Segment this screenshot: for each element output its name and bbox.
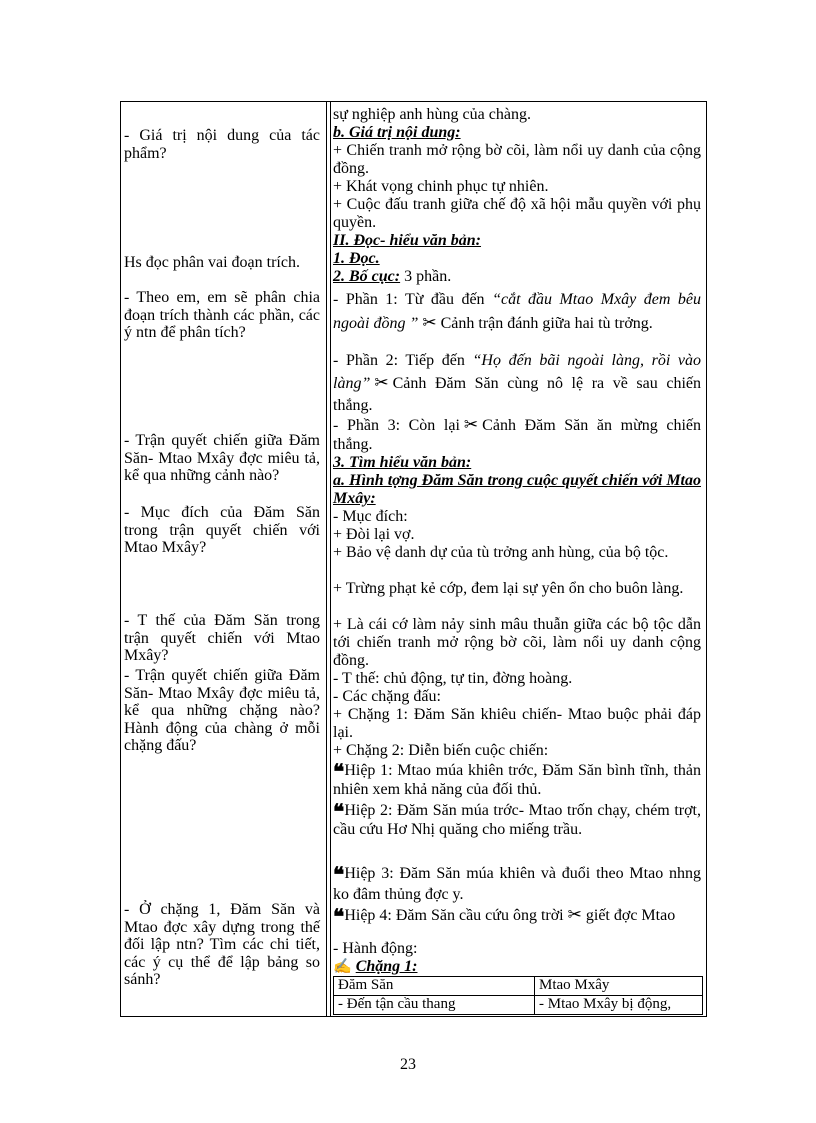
answer-line: - Các chặng đấu: — [333, 688, 441, 705]
part-1-desc: Cảnh trận đánh giữa hai tù trởng. — [440, 315, 653, 332]
answer-line: - Hành động: — [333, 940, 418, 957]
part-3-lead: - Phần 3: Còn lại — [333, 417, 460, 434]
question-structure: - Theo em, em sẽ phân chia đoạn trích thành các phần, các ý ntn để phân tích? — [124, 289, 320, 341]
round-4 — [333, 905, 701, 929]
answer-line: + Chiến tranh mở rộng bờ cõi, làm nổi uy danh của cộng đồng. — [333, 142, 701, 177]
answer-line: - T thế: chủ động, tự tin, đờng hoàng. — [333, 670, 573, 687]
column-divider — [326, 101, 331, 1017]
answer-line: - Mục đích: — [333, 508, 408, 525]
scissors-icon: ✂ — [567, 905, 582, 924]
quote-icon: ❝ — [333, 905, 345, 929]
quote-icon: ❝ — [333, 800, 345, 824]
part-1 — [333, 288, 701, 335]
table-row — [334, 977, 703, 996]
answer-line: + Trừng phạt kẻ cớp, đem lại sự yên ổn cho buôn làng. — [333, 580, 684, 597]
question-purpose: - Mục đích của Đăm Săn trong trận quyết chiến với Mtao Mxây? — [124, 504, 320, 556]
table-cell: - Đến tận cầu thang — [334, 996, 535, 1015]
part-2-lead: - Phần 2: Tiếp đến — [333, 352, 473, 369]
answer-line: + Chặng 1: Đăm Săn khiêu chiến- Mtao buộc phải đáp lại. — [333, 706, 701, 741]
part-2-quote: “Họ đến bãi ngoài làng, rồi vào làng” — [333, 352, 702, 392]
quote-icon: ❝ — [333, 863, 345, 887]
answer-line: sự nghiệp anh hùng của chàng. — [333, 106, 531, 123]
answer-line: + Khát vọng chinh phục tự nhiên. — [333, 178, 549, 195]
round-1-text: Hiệp 1: Mtao múa khiên trớc, Đăm Săn bình tĩnh, thản nhiên xem khả năng của đối thủ. — [333, 762, 701, 798]
table-row — [334, 996, 703, 1015]
stage-1-label: Chặng 1: — [355, 958, 418, 975]
round-1 — [333, 761, 701, 799]
table-cell: - Mtao Mxây bị động, — [535, 996, 703, 1015]
question-stage1-contrast: - Ở chặng 1, Đăm Săn và Mtao đợc xây dựng trong thế đối lập ntn? Tìm các chi tiết, các ý cụ thể để lập bảng so sánh? — [124, 901, 320, 988]
answer-line: + Là cái cớ làm nảy sinh mâu thuẫn giữa các bộ tộc dẫn tới chiến tranh mở rộng bờ cõi, làm nổi uy danh cộng đồng. — [333, 616, 701, 669]
section-heading-a: a. Hình tợng Đăm Săn trong cuộc quyết chiến với Mtao Mxây: — [333, 472, 701, 507]
scissors-icon: ✂ — [463, 415, 479, 434]
round-3 — [333, 863, 701, 905]
part-2 — [333, 350, 701, 417]
question-posture: - T thế của Đăm Săn trong trận quyết chiến với Mtao Mxây? — [124, 612, 320, 664]
table-header-damsan: Đăm Săn — [334, 977, 535, 996]
round-2-text: Hiệp 2: Đăm Săn múa trớc- Mtao trốn chạy, chém trợt, cầu cứu Hơ Nhị quăng cho miếng trầu. — [333, 802, 701, 838]
comparison-table — [333, 976, 703, 1015]
section-heading-II: II. Đọc- hiểu văn bản: — [333, 232, 482, 249]
answer-line: + Chặng 2: Diễn biến cuộc chiến: — [333, 742, 549, 759]
part-1-quote: “cắt đầu Mtao Mxây đem bêu ngoài đồng ” — [333, 291, 701, 332]
part-2-desc: Cảnh Đăm Săn cùng nô lệ ra về sau chiến thắng. — [333, 375, 701, 414]
question-stages: - Trận quyết chiến giữa Đăm Săn- Mtao Mxây đợc miêu tả, kể qua những chặng nào? Hành động của chàng ở mỗi chặng đấu? — [124, 667, 320, 754]
round-2 — [333, 801, 701, 839]
section-heading-3: 3. Tìm hiểu văn bản: — [333, 454, 472, 471]
question-battle-scenes: - Trận quyết chiến giữa Đăm Săn- Mtao Mxây đợc miêu tả, kể qua những cảnh nào? — [124, 432, 320, 484]
structure-line — [333, 268, 701, 286]
answer-line: + Đòi lại vợ. — [333, 526, 415, 543]
question-read-roles: Hs đọc phân vai đoạn trích. — [124, 254, 300, 271]
scissors-icon: ✂ — [374, 373, 389, 392]
section-heading-2: 2. Bố cục: — [333, 268, 401, 285]
stage-1-heading — [333, 958, 701, 976]
answer-line: + Cuộc đấu tranh giữa chế độ xã hội mẫu quyền với phụ quyền. — [333, 196, 701, 231]
part-3 — [333, 415, 701, 454]
pen-icon: ✍ — [333, 959, 352, 975]
scissors-icon: ✂ — [422, 313, 437, 332]
page-number: 23 — [400, 1056, 416, 1073]
round-4-text: Hiệp 4: Đăm Săn cầu cứu ông trời — [344, 907, 564, 924]
round-4-result: giết đợc Mtao — [585, 907, 676, 924]
part-3-desc: Cảnh Đăm Săn ăn mừng chiến thắng. — [333, 417, 702, 453]
question-content-value: - Giá trị nội dung của tác phẩm? — [124, 127, 320, 162]
round-3-text: Hiệp 3: Đăm Săn múa khiên và đuổi theo Mtao nhng ko đâm thủng đợc y. — [333, 865, 701, 903]
quote-icon: ❝ — [333, 760, 345, 784]
structure-count: 3 phần. — [400, 268, 452, 285]
part-1-lead: - Phần 1: Từ đầu đến — [333, 291, 493, 308]
section-heading-b: b. Giá trị nội dung: — [333, 124, 461, 141]
table-header-mtao: Mtao Mxây — [535, 977, 703, 996]
answer-line: + Bảo vệ danh dự của tù trởng anh hùng, của bộ tộc. — [333, 544, 669, 561]
section-heading-1: 1. Đọc. — [333, 250, 380, 267]
